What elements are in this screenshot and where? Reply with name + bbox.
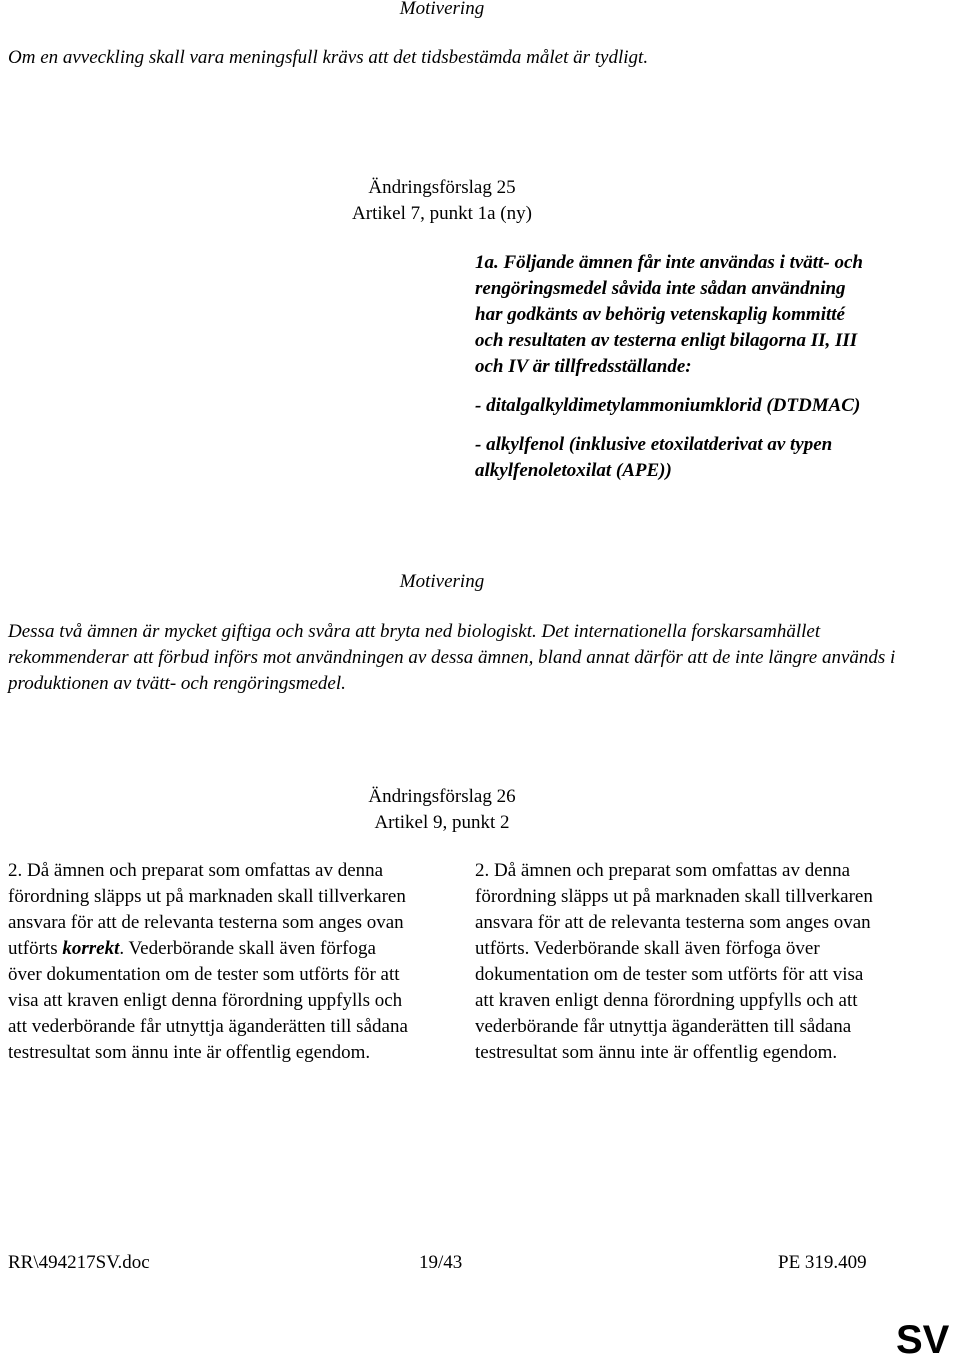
amendment-25-item-1: - ditalgalkyldimetylammoniumklorid (DTDMAC) xyxy=(475,395,861,416)
amendment-article-26: Artikel 9, punkt 2 xyxy=(374,812,510,833)
amendment-article-25: Artikel 7, punkt 1a (ny) xyxy=(352,203,532,224)
amendment-25-item-2: - alkylfenol (inklusive etoxilatderivat av typen alkylfenoletoxilat (APE)) xyxy=(475,434,833,481)
amendment-26-left-text xyxy=(8,858,408,1066)
left-text-part-1: 2. Då ämnen och preparat som omfattas av denna förordning släpps ut på marknaden skall tillverkaren ansvara för att de relevanta testerna som anges ovan utförts xyxy=(8,860,406,959)
amendment-26-right-text: 2. Då ämnen och preparat som omfattas av denna förordning släpps ut på marknaden skall tillverkaren ansvara för att de relevanta testerna som anges ovan utförts. Vederbörande skall även förfoga över dokumentation om de tester som utförts för att visa att kraven enligt denna förordning uppfylls och att vederbörande får utnyttja äganderätten till sådana testresultat som ännu inte är offentlig egendom. xyxy=(475,860,873,1063)
left-text-part-2: . Vederbörande skall även förfoga över dokumentation om de tester som utförts för att visa att kraven enligt denna förordning uppfylls och att vederbörande får utnyttja äganderätten till sådana testresultat som ännu inte är offentlig egendom. xyxy=(8,938,408,1063)
motivation-heading-2: Motivering xyxy=(399,571,485,592)
left-text-emphasis: korrekt xyxy=(62,938,120,959)
amendment-26-left-column xyxy=(8,858,408,1066)
footer-page-number: 19/43 xyxy=(419,1252,463,1273)
language-code: SV xyxy=(896,1318,950,1362)
amendment-25-right-column xyxy=(475,250,875,484)
motivation-text-1: Om en avveckling skall vara meningsfull krävs att det tidsbestämda målet är tydligt. xyxy=(8,47,649,68)
footer-doc-ref: RR\494217SV.doc xyxy=(8,1252,150,1273)
amendment-title-25: Ändringsförslag 25 xyxy=(368,177,516,198)
amendment-25-intro: 1a. Följande ämnen får inte användas i tvätt- och rengöringsmedel såvida inte sådan användning har godkänts av behörig vetenskaplig kommitté och resultaten av testerna enligt bilagorna II, III och IV är tillfredsställande: xyxy=(475,252,863,377)
motivation-text-2: Dessa två ämnen är mycket giftiga och svåra att bryta ned biologiskt. Det internationella forskarsamhället rekommenderar att förbud införs mot användningen av dessa ämnen, bland annat därför att de inte längre används i produktionen av tvätt- och rengöringsmedel. xyxy=(8,621,896,694)
motivation-heading-1: Motivering xyxy=(399,0,485,19)
amendment-26-right-column xyxy=(475,858,885,1066)
footer-pe-ref: PE 319.409 xyxy=(778,1252,867,1273)
amendment-title-26: Ändringsförslag 26 xyxy=(368,786,516,807)
